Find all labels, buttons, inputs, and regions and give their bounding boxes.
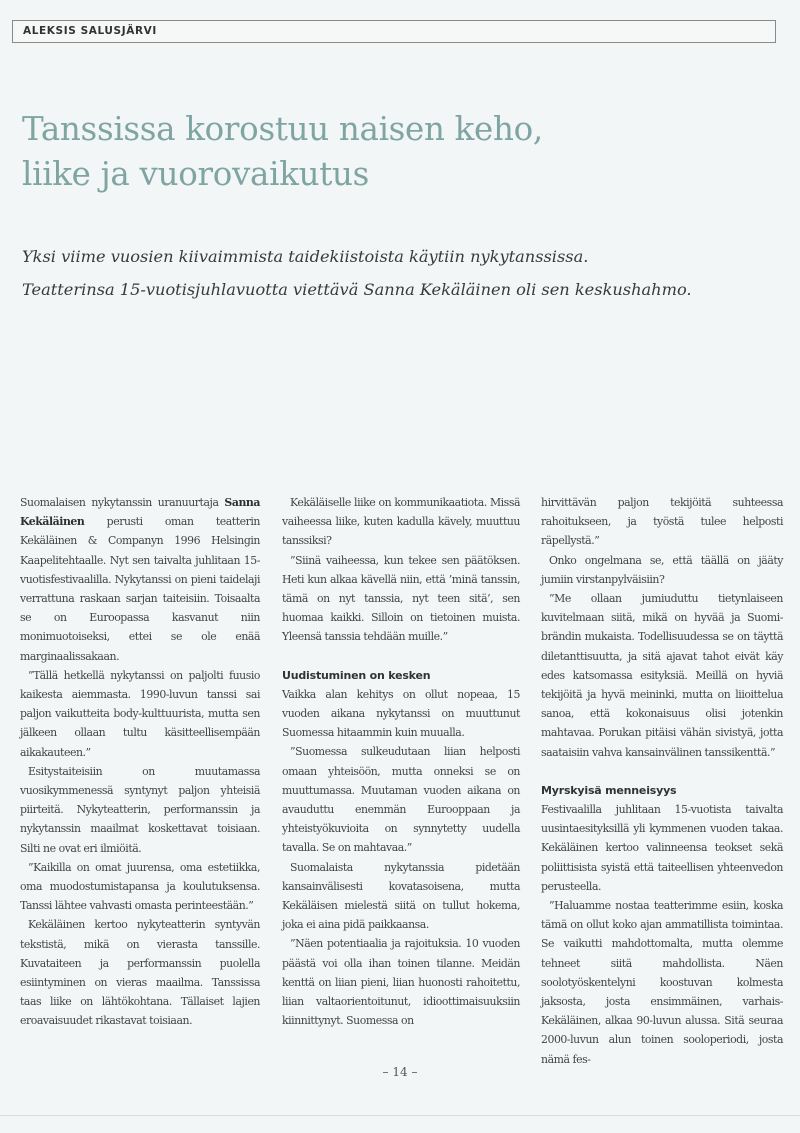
body-paragraph: ”Tällä hetkellä nykytanssi on paljolti fuusio kaikesta aiemmasta. 1990-luvun tanssi sai paljon vaikutteita body-kulttuurista, mutta sen jälkeen ollaan tultu käsitteellisempään aikakauteen.” [20, 668, 260, 759]
running-header [12, 20, 776, 43]
person-name: Sanna Kekäläinen [20, 496, 260, 529]
author-name: ALEKSIS SALUSJÄRVI [23, 25, 157, 37]
body-paragraph: ”Me ollaan jumiuduttu tietynlaiseen kuvitelmaan siitä, mikä on hyvää ja Suomi-brändin mukaista. Todellisuudessa se on täyttä diletanttisuutta, ja sitä ajavat tahot eivät käy edes katsomassa esityksiä. Meillä on hyviä tekijöitä ja hyvä meininki, mutta on liioittelua sanoa, että kokonaisuus olisi jotenkin mahtavaa. Porukan pitäisi vähän sivistyä, jotta saataisiin vahva kansainvälinen tanssikenttä.” [541, 592, 783, 759]
body-paragraph: ”Haluamme nostaa teatterimme esiin, koska tämä on ollut koko ajan ammatillista toimintaa. Se vaikutti mahdottomalta, mutta olemme tehneet siitä mahdollista. Näen soolotyöskentelyni koostuvan kolmesta jaksosta, josta ensimmäinen, varhais-Kekäläinen, alkaa 90-luvun alussa. Sitä seuraa 2000-luvun alun toinen sooloperiodi, josta nämä fes- [541, 899, 783, 1066]
body-column-2 [282, 493, 520, 1030]
subheading: Uudistuminen on kesken [282, 668, 431, 682]
body-paragraph: Esitystaiteisiin on muutamassa vuosikymmenessä syntynyt paljon yhteisiä piirteitä. Nykyteatterin, performanssin ja nykytanssin maailmat koskettavat toisiaan. Silti ne ovat eri ilmiöitä. [20, 764, 260, 855]
body-paragraph: Kekäläiselle liike on kommunikaatiota. Missä vaiheessa liike, kuten kadulla kävely, muuttuu tanssiksi? [282, 496, 520, 548]
title-line-2: liike ja vuorovaikutus [22, 155, 370, 193]
article-lede [22, 240, 782, 306]
body-paragraph: ”Näen potentiaalia ja rajoituksia. 10 vuoden päästä voi olla ihan toinen tilanne. Meidän kenttä on liian pieni, liian huonosti rahoitettu, liian valtaorientoitunut, idioottimaisuuksiin kiinnittynyt. Suomessa on [282, 937, 520, 1028]
body-paragraph: Festivaalilla juhlitaan 15-vuotista taivalta uusintaesityksillä yli kymmenen vuoden takaa. Kekäläinen kertoo valinneensa teokset sekä poliittisista syistä että taiteellisen yhteenvedon perusteella. [541, 803, 783, 893]
article-title [22, 107, 722, 197]
body-paragraph: Kekäläinen kertoo nykyteatterin syntyvän tekstistä, mikä on vierasta tanssille. Kuvataiteen ja performanssin puolella esiintyminen on vieras maailma. Tanssissa taas liike on lähtökohtana. Tällaiset lajien eroavaisuudet rikastavat toisiaan. [20, 918, 260, 1028]
body-column-3 [541, 493, 783, 1069]
body-paragraph: ”Siinä vaiheessa, kun tekee sen päätöksen. Heti kun alkaa kävellä niin, että ’minä tanssin, tämä on nyt tanssia, nyt teen sitä’, sen huomaa kaikki. Silloin on tietoinen muista. Yleensä tanssia tehdään muille.” [282, 553, 520, 644]
body-column-1 [20, 493, 260, 1031]
intro-rest: perusti oman teatterin Kekäläinen & Companyn 1996 Helsingin Kaapelitehtaalle. Nyt sen taivalta juhlitaan 15-vuotisfestivaalilla. Nykytanssi on pieni taidelaji verrattuna raskaan sarjan taiteisiin. Toisaalta se on Euroopassa kasvanut niin monimuotoiseksi, ettei se ole enää marginaalissakaan. [20, 515, 260, 663]
body-paragraph: ”Suomessa sulkeudutaan liian helposti omaan yhteisöön, mutta onneksi se on muuttumassa. Muutaman vuoden aikana on avauduttu enemmän Eurooppaan ja yhteistyökuvioita on synnytetty uudella tavalla. Se on mahtavaa.” [282, 745, 520, 855]
intro-paragraph [20, 493, 260, 666]
body-paragraph: ”Kaikilla on omat juurensa, oma estetiikka, oma muodostumistapansa ja koulutuksensa. Tanssi lähtee vahvasti omasta perinteestään.” [20, 860, 260, 913]
page-number: – 14 – [382, 1065, 418, 1079]
lede-line-1: Yksi viime vuosien kiivaimmista taidekiistoista käytiin nykytanssissa. [22, 247, 589, 266]
body-paragraph: Suomalaista nykytanssia pidetään kansainvälisesti kovatasoisena, mutta Kekäläisen mielestä siitä on tullut hokema, joka ei aina pidä paikkaansa. [282, 860, 520, 932]
intro-prefix: Suomalaisen nykytanssin uranuurtaja [20, 496, 225, 509]
page-edge-divider [0, 1115, 800, 1116]
body-paragraph: Vaikka alan kehitys on ollut nopeaa, 15 vuoden aikana nykytanssi on muuttunut Suomessa hitaammin kuin muualla. [282, 687, 520, 740]
subheading: Myrskyisä menneisyys [541, 783, 677, 797]
body-paragraph: hirvittävän paljon tekijöitä suhteessa rahoitukseen, ja työstä tulee helposti räpellystä.” [541, 496, 783, 548]
body-paragraph: Onko ongelmana se, että täällä on jääty jumiin virstanpylväisiin? [541, 553, 783, 586]
title-line-1: Tanssissa korostuu naisen keho, [22, 110, 543, 148]
lede-line-2: Teatterinsa 15-vuotisjuhlavuotta viettävä Sanna Kekäläinen oli sen keskushahmo. [22, 280, 692, 299]
